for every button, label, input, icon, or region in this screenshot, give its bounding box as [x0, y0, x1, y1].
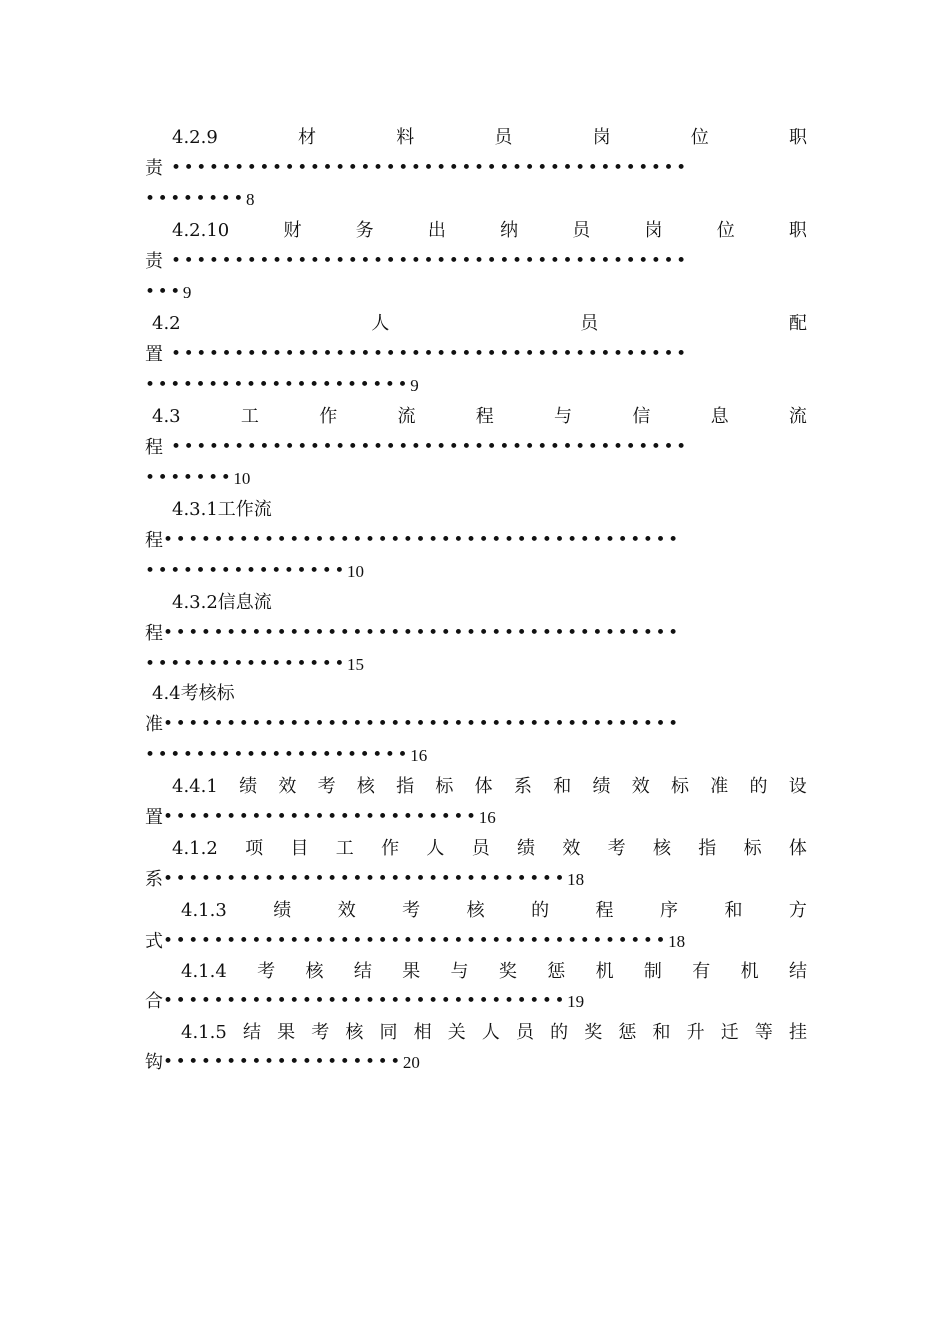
toc-heading-tail: 准 [145, 714, 163, 735]
toc-leader-line [145, 339, 807, 370]
toc-leader-dots: ••••••••••••••••••••••••••••••••••••••••• [163, 344, 689, 364]
toc-heading-char: 指 [396, 776, 415, 797]
toc-leader-dots: ••••••••••••••••••••••••••••••••••••••••• [163, 623, 681, 643]
toc-heading-char: 奖 [584, 1022, 603, 1043]
toc-number: 4.3 [152, 406, 181, 427]
toc-heading-char: 关 [447, 1022, 466, 1043]
toc-entry-heading [181, 1017, 807, 1048]
toc-heading-char: 人 [481, 1022, 500, 1043]
toc-heading-tail: 责 [145, 251, 163, 272]
toc-leader-line [145, 246, 807, 277]
toc-heading-char: 同 [379, 1022, 398, 1043]
toc-heading-char: 核 [305, 961, 324, 982]
toc-page-number[interactable]: 19 [567, 992, 585, 1011]
toc-heading-char: 惩 [547, 961, 566, 982]
toc-heading-char: 体 [788, 838, 807, 859]
toc-heading-char: 程 [595, 900, 614, 921]
toc-heading-char: 信 [632, 406, 651, 427]
toc-page-number[interactable]: 16 [410, 746, 428, 765]
toc-leader-dots: •••••••• [145, 189, 247, 209]
toc-leader-line [145, 709, 807, 740]
toc-leader-line [145, 1047, 807, 1078]
toc-heading-char: 的 [550, 1022, 569, 1043]
toc-number: 4.1.5 [181, 1022, 227, 1043]
toc-heading-text: 4.4考核标 [152, 683, 235, 704]
toc-leader-line [145, 864, 807, 895]
toc-number: 4.2.9 [172, 127, 218, 148]
toc-entry-heading [152, 401, 807, 432]
toc-leader-dots: •••••••••••••••••••••••••••••••••••••••• [163, 931, 669, 951]
toc-page-number[interactable]: 10 [347, 562, 365, 581]
toc-heading-char: 结 [353, 961, 372, 982]
toc-leader-line [145, 556, 807, 587]
toc-leader-dots: •••••••••••••••• [145, 654, 348, 674]
toc-page-number[interactable]: 9 [182, 283, 192, 302]
toc-leader-line [145, 649, 807, 680]
toc-heading-tail: 合 [145, 991, 163, 1012]
toc-heading-char: 财 [283, 220, 302, 241]
toc-heading-char: 准 [710, 776, 729, 797]
toc-leader-dots: ••••••••••••••••••••••••••••••••••••••••• [163, 251, 689, 271]
toc-heading-char: 考 [317, 776, 336, 797]
toc-heading-char: 职 [788, 220, 807, 241]
toc-heading-char: 岗 [592, 127, 611, 148]
toc-heading-tail: 系 [145, 869, 163, 890]
toc-number: 4.4.1 [172, 776, 218, 797]
toc-leader-line [145, 802, 807, 833]
toc-entry-heading [172, 494, 834, 525]
toc-page-number[interactable]: 10 [233, 469, 251, 488]
toc-heading-char: 效 [631, 776, 650, 797]
toc-heading-char: 流 [788, 406, 807, 427]
toc-heading-char: 核 [466, 900, 485, 921]
toc-heading-char: 等 [754, 1022, 773, 1043]
toc-heading-char: 考 [607, 838, 626, 859]
toc-heading-char: 配 [788, 313, 807, 334]
toc-heading-text: 4.3.1工作流 [172, 499, 272, 520]
toc-heading-char: 效 [562, 838, 581, 859]
toc-heading-char: 绩 [239, 776, 258, 797]
toc-heading-char: 指 [698, 838, 717, 859]
toc-heading-text: 4.3.2信息流 [172, 592, 272, 613]
toc-heading-char: 工 [335, 838, 354, 859]
toc-heading-char: 核 [345, 1022, 364, 1043]
toc-heading-tail: 责 [145, 158, 163, 179]
toc-heading-char: 料 [396, 127, 415, 148]
toc-leader-line [145, 618, 807, 649]
toc-page-number[interactable]: 18 [567, 870, 585, 889]
toc-heading-char: 效 [278, 776, 297, 797]
toc-heading-char: 惩 [618, 1022, 637, 1043]
toc-page-number[interactable]: 16 [478, 808, 496, 827]
toc-heading-char: 流 [397, 406, 416, 427]
toc-heading-char: 果 [277, 1022, 296, 1043]
toc-heading-char: 与 [450, 961, 469, 982]
toc-heading-char: 体 [474, 776, 493, 797]
toc-heading-char: 绩 [517, 838, 535, 859]
toc-heading-char: 标 [671, 776, 689, 797]
toc-heading-char: 序 [659, 900, 678, 921]
toc-entry-heading [181, 895, 807, 926]
toc-entry-heading [181, 956, 807, 987]
toc-heading-char: 系 [513, 776, 532, 797]
toc-heading-char: 奖 [498, 961, 517, 982]
toc-heading-char: 相 [413, 1022, 432, 1043]
toc-heading-char: 项 [245, 838, 264, 859]
toc-leader-dots: ••••••••••••••••••• [163, 1052, 403, 1072]
toc-heading-char: 结 [242, 1022, 261, 1043]
toc-leader-dots: ••• [145, 282, 183, 302]
toc-heading-char: 人 [426, 838, 445, 859]
toc-entry-heading [172, 122, 807, 153]
toc-heading-char: 息 [710, 406, 729, 427]
toc-leader-line [145, 463, 807, 494]
toc-heading-char: 升 [686, 1022, 705, 1043]
toc-heading-tail: 程 [145, 623, 163, 644]
toc-leader-dots: ••••••••••••••••••••• [145, 375, 411, 395]
toc-heading-tail: 钩 [145, 1052, 163, 1073]
toc-heading-char: 和 [724, 900, 743, 921]
toc-heading-char: 果 [402, 961, 421, 982]
toc-heading-tail: 置 [145, 807, 163, 828]
toc-heading-char: 务 [355, 220, 374, 241]
toc-page-number[interactable]: 9 [410, 376, 419, 395]
toc-entry-heading [172, 215, 807, 246]
toc-heading-char: 的 [531, 900, 550, 921]
toc-heading-char: 员 [471, 838, 490, 859]
toc-entry-heading [152, 308, 807, 339]
toc-heading-char: 人 [371, 313, 390, 334]
toc-leader-dots: ••••••••••••••••••••••••••••••••••••••••• [163, 714, 681, 734]
toc-heading-char: 员 [572, 220, 591, 241]
toc-heading-char: 与 [554, 406, 573, 427]
toc-leader-line [145, 926, 807, 957]
toc-heading-char: 迁 [720, 1022, 739, 1043]
toc-heading-char: 机 [595, 961, 614, 982]
toc-heading-char: 结 [788, 961, 807, 982]
toc-heading-char: 的 [749, 776, 768, 797]
toc-number: 4.1.4 [181, 961, 227, 982]
toc-heading-char: 核 [652, 838, 671, 859]
toc-heading-char: 绩 [273, 900, 292, 921]
toc-leader-line [145, 370, 807, 401]
toc-heading-char: 员 [515, 1022, 534, 1043]
toc-leader-dots: ••••••••••••••••••••• [145, 745, 411, 765]
toc-heading-char: 位 [690, 127, 709, 148]
toc-entry-heading [172, 833, 807, 864]
toc-heading-char: 员 [580, 313, 599, 334]
toc-heading-char: 效 [337, 900, 356, 921]
toc-leader-dots: ••••••••••••••••••••••••••••••••••••••••• [163, 158, 689, 178]
toc-entry-heading [152, 678, 814, 709]
toc-heading-char: 职 [788, 127, 807, 148]
toc-heading-char: 和 [652, 1022, 671, 1043]
toc-leader-dots: •••••••••••••••••••••••••••••••• [163, 991, 568, 1011]
toc-leader-line [145, 986, 807, 1017]
toc-leader-line [145, 525, 807, 556]
toc-heading-char: 纳 [500, 220, 519, 241]
toc-heading-char: 位 [716, 220, 735, 241]
toc-leader-dots: ••••••••••••••••••••••••••••••••••••••••• [163, 437, 689, 457]
toc-heading-char: 考 [257, 961, 276, 982]
toc-heading-char: 工 [240, 406, 259, 427]
toc-heading-char: 有 [692, 961, 711, 982]
toc-heading-char: 考 [311, 1022, 330, 1043]
toc-number: 4.2.10 [172, 220, 230, 241]
toc-page-number[interactable]: 15 [347, 655, 365, 674]
toc-leader-dots: ••••••••••••••••••••••••••••••••••••••••• [163, 530, 681, 550]
toc-heading-char: 制 [643, 961, 662, 982]
toc-entry-heading [172, 771, 807, 802]
toc-page-number[interactable]: 18 [668, 932, 686, 951]
toc-heading-char: 绩 [592, 776, 611, 797]
toc-heading-char: 目 [290, 838, 309, 859]
toc-leader-dots: ••••••• [145, 468, 234, 488]
toc-heading-char: 机 [740, 961, 759, 982]
toc-heading-tail: 式 [145, 931, 163, 952]
toc-leader-line [145, 277, 807, 308]
toc-heading-tail: 置 [145, 344, 163, 365]
toc-heading-char: 岗 [644, 220, 663, 241]
toc-heading-char: 核 [356, 776, 375, 797]
toc-heading-tail: 程 [145, 437, 163, 458]
toc-heading-char: 标 [435, 776, 454, 797]
toc-leader-line [145, 184, 807, 215]
toc-page-number[interactable]: 8 [246, 190, 255, 209]
toc-heading-char: 程 [475, 406, 494, 427]
toc-heading-char: 设 [788, 776, 807, 797]
toc-leader-line [145, 432, 807, 463]
toc-heading-char: 挂 [788, 1022, 807, 1043]
toc-number: 4.1.2 [172, 838, 218, 859]
toc-number: 4.2 [152, 313, 181, 334]
toc-heading-char: 员 [494, 127, 513, 148]
toc-heading-char: 作 [319, 406, 338, 427]
toc-entry-heading [172, 587, 834, 618]
toc-heading-char: 和 [553, 776, 572, 797]
toc-heading-tail: 程 [145, 530, 163, 551]
toc-leader-dots: ••••••••••••••••••••••••• [163, 807, 479, 827]
toc-leader-line [145, 153, 807, 184]
toc-number: 4.1.3 [181, 900, 227, 921]
toc-leader-line [145, 740, 807, 771]
toc-leader-dots: •••••••••••••••• [145, 561, 348, 581]
toc-heading-char: 作 [381, 838, 400, 859]
toc-heading-char: 考 [402, 900, 421, 921]
toc-heading-char: 材 [298, 127, 316, 148]
toc-leader-dots: •••••••••••••••••••••••••••••••• [163, 869, 568, 889]
toc-heading-char: 方 [788, 900, 807, 921]
toc-heading-char: 出 [427, 220, 446, 241]
toc-page-number[interactable]: 20 [402, 1053, 420, 1072]
toc-heading-char: 标 [743, 838, 762, 859]
